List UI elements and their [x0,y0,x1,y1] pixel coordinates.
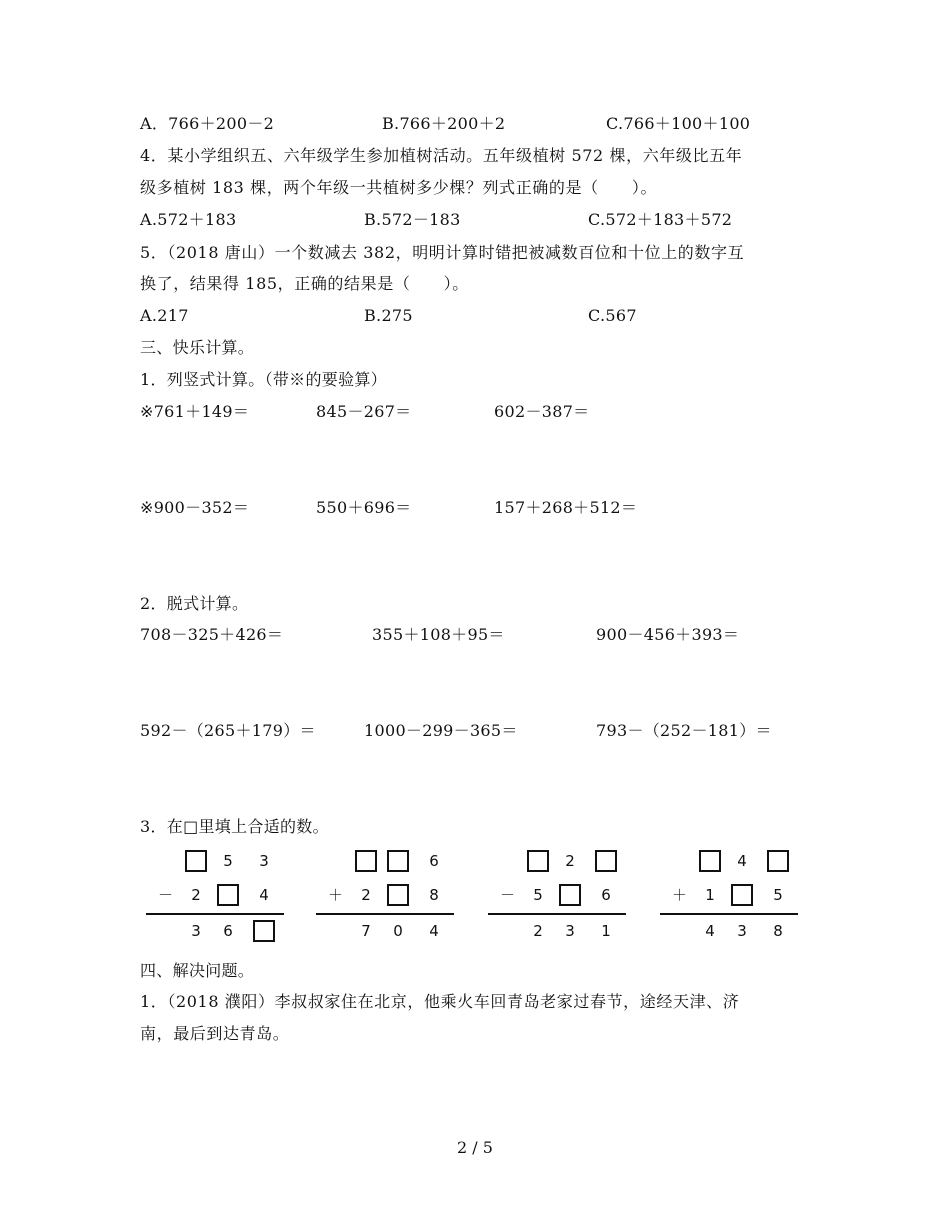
section3-heading: 三、快乐计算。 [140,338,255,357]
digit: 4 [737,852,747,870]
operator-sign: ＋ [672,886,688,904]
operator-sign: ＋ [328,886,344,904]
blank-box[interactable] [185,850,207,872]
column-calc-item: ※900－352＝ [140,498,250,517]
column-calc-item: 845－267＝ [316,402,412,421]
digit: 2 [533,922,543,940]
digit: 3 [565,922,575,940]
vertical-puzzle [146,848,296,948]
result-line [488,913,626,915]
digit: 3 [191,922,201,940]
q5-text-line2: 换了，结果得 185，正确的结果是（ ）。 [140,274,469,293]
digit: 4 [259,886,269,904]
digit: 2 [361,886,371,904]
q4-option-c: C.572＋183＋572 [588,210,733,229]
digit: 8 [773,922,783,940]
q3-option-a: A．766＋200－2 [140,114,275,133]
q3-option-b: B.766＋200＋2 [382,114,506,133]
digit: 3 [259,852,269,870]
stepwise-calc-item: 592－（265＋179）＝ [140,721,316,740]
stepwise-calc-item: 708－325＋426＝ [140,625,284,644]
stepwise-calc-item: 900－456＋393＝ [596,625,740,644]
digit: 7 [361,922,371,940]
digit: 4 [705,922,715,940]
stepwise-calc-title: 2．脱式计算。 [140,594,249,613]
stepwise-calc-item: 355＋108＋95＝ [372,625,505,644]
column-calc-item: ※761＋149＝ [140,402,250,421]
digit: 2 [191,886,201,904]
blank-box[interactable] [731,884,753,906]
digit: 2 [565,852,575,870]
q5-option-b: B.275 [364,306,413,325]
digit: 3 [737,922,747,940]
vertical-puzzle [316,848,466,948]
column-calc-item: 157＋268＋512＝ [494,498,638,517]
blank-box[interactable] [559,884,581,906]
digit: 8 [429,886,439,904]
q4-option-b: B.572－183 [364,210,461,229]
vertical-puzzle [488,848,638,948]
q5-option-a: A.217 [140,306,189,325]
problem1-text-line1: 1．（2018 濮阳）李叔叔家住在北京，他乘火车回青岛老家过春节，途经天津、济 [140,992,740,1011]
digit: 6 [601,886,611,904]
blank-box[interactable] [527,850,549,872]
blank-box[interactable] [217,884,239,906]
page-number: 2 / 5 [457,1138,493,1157]
blank-box[interactable] [595,850,617,872]
problem1-text-line2: 南，最后到达青岛。 [140,1024,290,1043]
column-calc-item: 550＋696＝ [316,498,412,517]
blank-box[interactable] [699,850,721,872]
column-calc-title: 1．列竖式计算。（带※的要验算） [140,370,387,389]
section4-heading: 四、解决问题。 [140,961,255,980]
operator-sign: － [500,886,516,904]
q3-option-c: C.766＋100＋100 [606,114,751,133]
q4-text-line1: 4．某小学组织五、六年级学生参加植树活动。五年级植树 572 棵，六年级比五年 [140,146,743,165]
digit: 6 [429,852,439,870]
result-line [146,913,284,915]
digit: 5 [773,886,783,904]
stepwise-calc-item: 793－（252－181）＝ [596,721,772,740]
digit: 5 [223,852,233,870]
stepwise-calc-item: 1000－299－365＝ [364,721,518,740]
result-line [316,913,454,915]
blank-box[interactable] [355,850,377,872]
result-line [660,913,798,915]
digit: 1 [601,922,611,940]
blank-box[interactable] [387,850,409,872]
digit: 0 [393,922,403,940]
q5-option-c: C.567 [588,306,637,325]
digit: 6 [223,922,233,940]
column-calc-item: 602－387＝ [494,402,590,421]
digit: 1 [705,886,715,904]
q4-text-line2: 级多植树 183 棵，两个年级一共植树多少棵？列式正确的是（ ）。 [140,178,658,197]
digit: 4 [429,922,439,940]
q4-option-a: A.572＋183 [140,210,237,229]
vertical-puzzle [660,848,810,948]
q5-text-line1: 5．（2018 唐山）一个数减去 382，明明计算时错把被减数百位和十位上的数字互 [140,243,745,262]
blank-box[interactable] [767,850,789,872]
digit: 5 [533,886,543,904]
blank-box[interactable] [387,884,409,906]
fill-boxes-title: 3．在□里填上合适的数。 [140,817,329,836]
operator-sign: － [158,886,174,904]
blank-box[interactable] [253,920,275,942]
